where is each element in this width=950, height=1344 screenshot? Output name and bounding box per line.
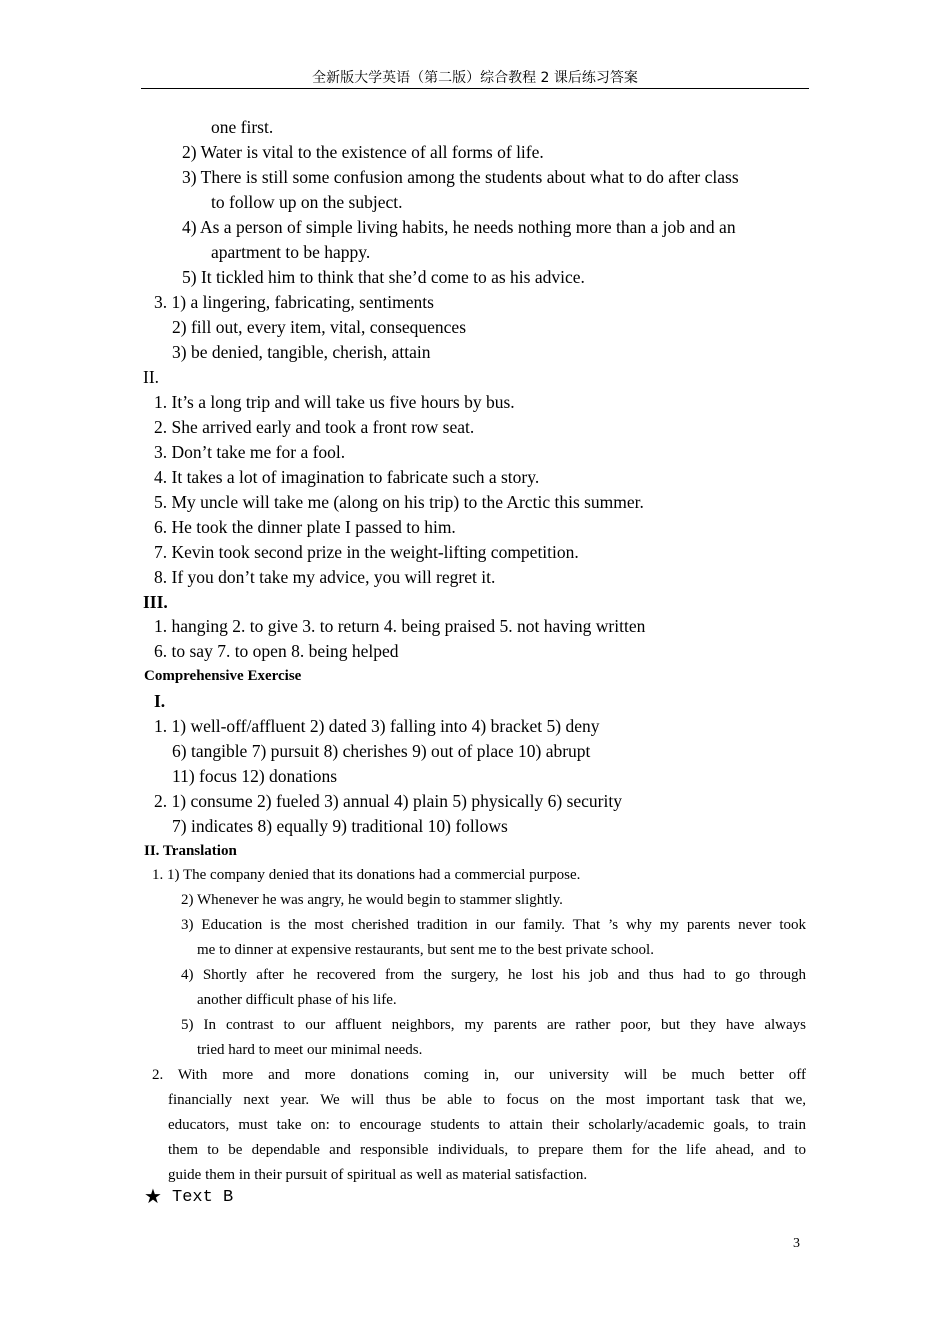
list-item: 1. It’s a long trip and will take us five hours by bus. xyxy=(154,392,515,412)
text-line: 1. 1) The company denied that its donations had a commercial purpose. xyxy=(152,867,581,883)
text-line: 1. hanging 2. to give 3. to return 4. being praised 5. not having written xyxy=(154,616,646,636)
text-line: 2) Whenever he was angry, he would begin to stammer slightly. xyxy=(181,892,563,908)
list-item: 3. Don’t take me for a fool. xyxy=(154,442,346,462)
text-line: 3) Education is the most cherished tradition in our family. That ’s why my parents never took xyxy=(181,917,806,933)
text-line: 6. to say 7. to open 8. being helped xyxy=(154,641,399,661)
text-line: 1. 1) well-off/affluent 2) dated 3) falling into 4) bracket 5) deny xyxy=(154,716,600,736)
text-line: 2) fill out, every item, vital, consequences xyxy=(172,317,467,337)
text-line: 3) There is still some confusion among the students about what to do after class xyxy=(182,167,739,187)
text-line: 3. 1) a lingering, fabricating, sentiments xyxy=(154,292,434,312)
text-line: 2) Water is vital to the existence of all forms of life. xyxy=(182,142,544,162)
text-line: 11) focus 12) donations xyxy=(172,766,338,786)
text-line: 6) tangible 7) pursuit 8) cherishes 9) out of place 10) abrupt xyxy=(172,741,591,761)
text-line: apartment to be happy. xyxy=(211,242,371,262)
text-line: them to be dependable and responsible individuals, to prepare them for the life ahead, and to xyxy=(168,1142,806,1158)
page-number: 3 xyxy=(793,1236,800,1251)
text-line: 2. 1) consume 2) fueled 3) annual 4) plain 5) physically 6) security xyxy=(154,791,622,811)
text-line: 7) indicates 8) equally 9) traditional 10) follows xyxy=(172,816,508,836)
text-line: to follow up on the subject. xyxy=(211,192,403,212)
text-line: 3) be denied, tangible, cherish, attain xyxy=(172,342,431,362)
text-line: me to dinner at expensive restaurants, but sent me to the best private school. xyxy=(197,942,654,958)
text-line: another difficult phase of his life. xyxy=(197,992,397,1008)
text-line: financially next year. We will thus be able to focus on the most important task that we, xyxy=(168,1092,806,1108)
text-line: 4) As a person of simple living habits, he needs nothing more than a job and an xyxy=(182,217,736,237)
list-item: 6. He took the dinner plate I passed to him. xyxy=(154,517,456,537)
header-rule xyxy=(141,88,809,89)
text-line: 5) In contrast to our affluent neighbors, my parents are rather poor, but they have always xyxy=(181,1017,806,1033)
list-item: 7. Kevin took second prize in the weight-lifting competition. xyxy=(154,542,579,562)
section-heading: I. xyxy=(154,691,166,711)
section-heading: Comprehensive Exercise xyxy=(144,668,302,684)
text-line: tried hard to meet our minimal needs. xyxy=(197,1042,423,1058)
star-icon: ★ xyxy=(144,1184,162,1208)
text-line: 2. With more and more donations coming in, our university will be much better off xyxy=(152,1067,806,1083)
text-line: educators, must take on: to encourage students to attain their scholarly/academic goals, to train xyxy=(168,1117,806,1133)
page-header: 全新版大学英语（第二版）综合教程 2 课后练习答案 xyxy=(312,70,638,86)
list-item: 8. If you don’t take my advice, you will regret it. xyxy=(154,567,496,587)
list-item: 5. My uncle will take me (along on his trip) to the Arctic this summer. xyxy=(154,492,644,512)
section-heading: III. xyxy=(143,592,168,612)
section-heading-text-b: Text B xyxy=(172,1188,234,1207)
text-line: 4) Shortly after he recovered from the surgery, he lost his job and thus had to go through xyxy=(181,967,806,983)
text-line: one first. xyxy=(211,117,274,137)
text-line: guide them in their pursuit of spiritual as well as material satisfaction. xyxy=(168,1167,588,1183)
text-line: 5) It tickled him to think that she’d come to as his advice. xyxy=(182,267,585,287)
section-heading: II. xyxy=(143,367,160,387)
list-item: 2. She arrived early and took a front row seat. xyxy=(154,417,475,437)
section-heading: II. Translation xyxy=(144,843,237,859)
list-item: 4. It takes a lot of imagination to fabricate such a story. xyxy=(154,467,540,487)
